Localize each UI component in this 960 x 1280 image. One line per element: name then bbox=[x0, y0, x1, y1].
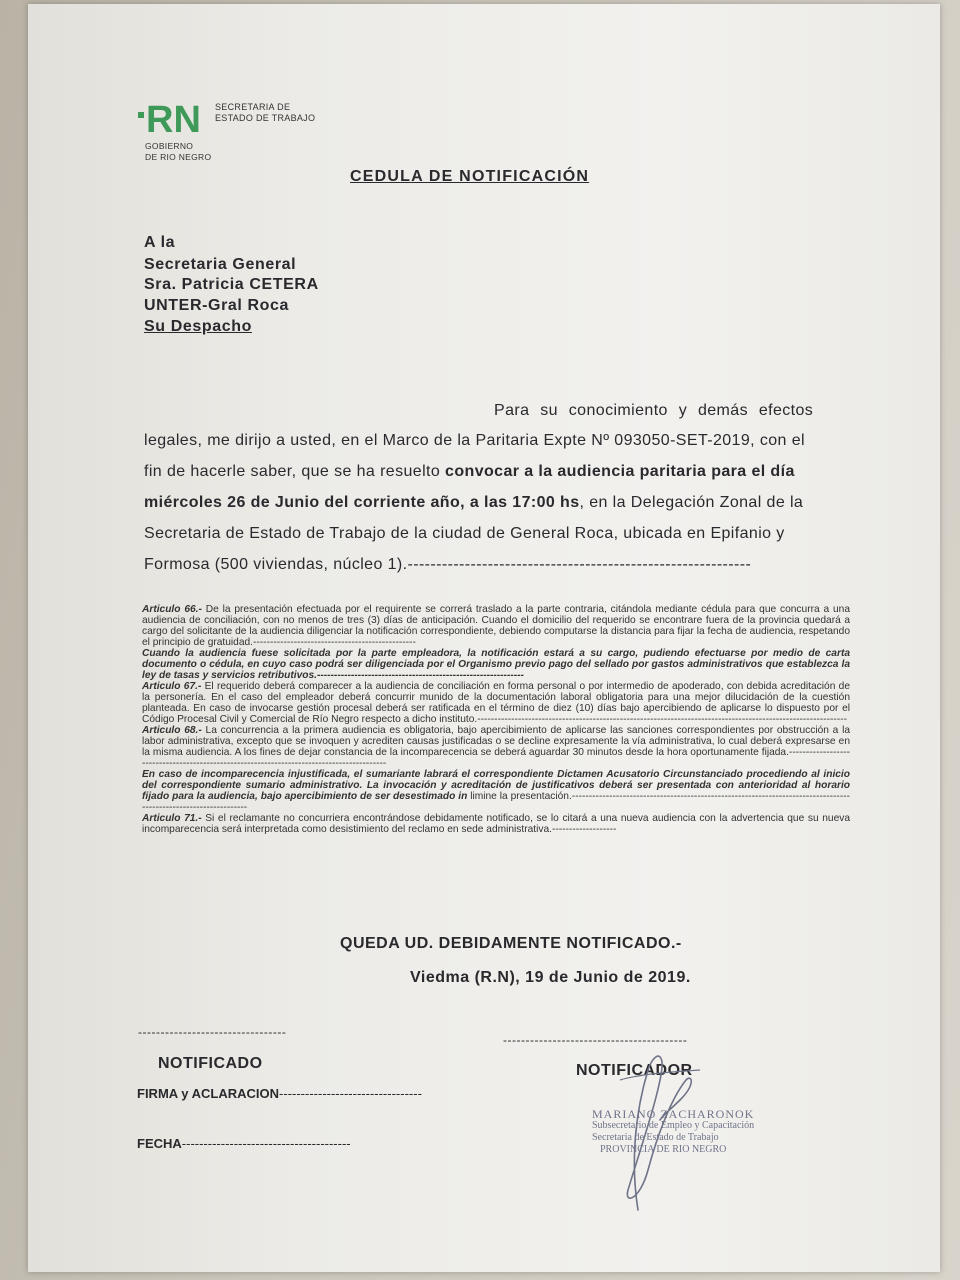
body-line-6: Formosa (500 viviendas, núcleo 1).------------------------------------------------------------ bbox=[144, 556, 752, 573]
body-line-5: Secretaria de Estado de Trabajo de la ciudad de General Roca, ubicada en Epifanio y bbox=[144, 525, 785, 542]
place-and-date: Viedma (R.N), 19 de Junio de 2019. bbox=[410, 969, 691, 986]
fecha-field bbox=[137, 1136, 351, 1151]
fecha-line: --------------------------------------- bbox=[181, 1136, 351, 1151]
gov-line-1: GOBIERNO bbox=[145, 141, 194, 151]
logo bbox=[138, 98, 214, 143]
fecha-label: FECHA bbox=[137, 1136, 182, 1151]
stamp-line-3: PROVINCIA DE RIO NEGRO bbox=[600, 1144, 727, 1155]
body-line-4 bbox=[144, 494, 803, 512]
svg-text:RN: RN bbox=[146, 99, 201, 138]
article-66 bbox=[142, 604, 850, 648]
notifier-signature-line: ----------------------------------------- bbox=[503, 1033, 688, 1047]
body-line-3 bbox=[144, 463, 795, 481]
articles-block bbox=[142, 604, 850, 835]
article-66-employer-clause: Cuando la audiencia fuese solicitada por la parte empleadora, la notificación estará a su cargo, pudiendo efectuarse por medio de carta documento o cédula, en cuyo caso podrá ser diligenciada por el Organismo previo pago del sellado por gastos administrativos que establezca la ley de tasas y servicios retributivos.------------------------------------------------------------- bbox=[142, 648, 850, 681]
article-71-label: Articulo 71.- bbox=[142, 813, 202, 824]
body-line-2: legales, me dirijo a usted, en el Marco de la Paritaria Expte Nº 093050-SET-2019, con el bbox=[144, 432, 805, 449]
agency-line-1: SECRETARIA DE bbox=[215, 102, 291, 112]
notifier-label: NOTIFICADOR bbox=[576, 1062, 693, 1079]
article-68-text: La concurrencia a la primera audiencia es obligatoria, bajo apercibimiento de aplicarse las sanciones correspondientes por obstrucción a la labor administrativa, excepto que se invoquen y acrediten causas justificadas o se decline expresamente la vía administrativa, lo cual deberá expresarse en la misma audiencia. A los fines de dejar constancia de la incomparecencia se deberá aguardar 30 minutos desde la hora oportunamente fijada.------------------------------------------------------------------------------------------ bbox=[142, 725, 851, 769]
addressee-line-2: Secretaria General bbox=[144, 256, 297, 273]
article-68-label: Articulo 68.- bbox=[142, 725, 202, 736]
article-66-text: De la presentación efectuada por el requirente se correrá traslado a la parte contraria, citándola mediante cédula para que concurra a una audiencia de conciliación, con no menos de tres (3) días de anticipación. Cuando el domicilio del requerido se encontrare fuera de la provincia quedará a cargo del solicitante de la audiencia diligenciar la notificación correspondiente, debiendo computarse la distancia para fijar la fecha de audiencia, respetando el principio de gratuidad.------------------------------------------------ bbox=[142, 604, 850, 648]
stamp-line-1: Subsecretario de Empleo y Capacitación bbox=[592, 1120, 755, 1131]
rn-logo-icon bbox=[138, 98, 214, 138]
addressee-line-5: Su Despacho bbox=[144, 318, 252, 335]
article-71 bbox=[142, 813, 850, 835]
article-68 bbox=[142, 725, 850, 769]
handwritten-signature-icon bbox=[600, 1040, 710, 1220]
article-68-bold: En caso de incomparecencia injustificada, el sumariante labrará el correspondiente Dictamen Acusatorio Circunstanciado procediendo al inicio del correspondiente sumario administrativo. La invocación y acreditación de justificativos deberá ser presentada con anterioridad al horario fijado para la audiencia, bajo apercibimiento de ser desestimado in bbox=[142, 769, 850, 802]
firma-field bbox=[137, 1086, 422, 1101]
body-line-4-bold: miércoles 26 de Junio del corriente año, a las 17:00 hs bbox=[144, 494, 580, 511]
agency-name bbox=[215, 102, 315, 124]
addressee-line-1: A la bbox=[144, 234, 176, 251]
agency-line-2: ESTADO DE TRABAJO bbox=[215, 113, 316, 123]
firma-label: FIRMA y ACLARACION bbox=[137, 1086, 280, 1101]
notified-statement: QUEDA UD. DEBIDAMENTE NOTIFICADO.- bbox=[340, 935, 682, 952]
addressee-line-3: Sra. Patricia CETERA bbox=[144, 276, 319, 293]
stamp-line-2: Secretaria de Estado de Trabajo bbox=[592, 1132, 719, 1143]
article-68-absence-clause bbox=[142, 769, 850, 813]
gov-line-2: DE RIO NEGRO bbox=[145, 152, 212, 162]
addressee-line-4: UNTER-Gral Roca bbox=[144, 297, 290, 314]
article-66-label: Articulo 66.- bbox=[142, 604, 202, 615]
body-line-3-text: fin de hacerle saber, que se ha resuelto bbox=[144, 463, 446, 480]
body-line-3-bold: convocar a la audiencia paritaria para el día bbox=[445, 463, 795, 480]
document-title: CEDULA DE NOTIFICACIÓN bbox=[350, 168, 590, 185]
body-line-1: Para su conocimiento y demás efectos bbox=[494, 402, 814, 419]
article-71-text: Si el reclamante no concurriera encontrándose debidamente notificado, se lo citará a una nueva audiencia con la advertencia que su nueva incomparecencia será interpretada como desistimiento del reclamo en sede administrativa.------------------- bbox=[142, 813, 850, 835]
body-line-4-text: , en la Delegación Zonal de la bbox=[579, 494, 804, 511]
article-68-tail: limine la presentación.----------------------------------------------------------------------------------------------------------------- bbox=[142, 791, 850, 813]
stamp-name: MARIANO ZACHARONOK bbox=[592, 1107, 755, 1121]
notified-signature-line: --------------------------------- bbox=[138, 1025, 287, 1039]
article-67 bbox=[142, 681, 850, 725]
government-name bbox=[145, 141, 211, 163]
article-67-text: El requerido deberá comparecer a la audiencia de conciliación en forma personal o por intermedio de apoderado, con debida acreditación de la personería. En el caso del empleador deberá concurrir munido de la documentación laboral obligatoria para una mejor dilucidación de la cuestión planteada. En caso de invocarse gestión procesal deberá ser ratificada en el término de diez (10) días bajo apercibiendo de aplicarse lo dispuesto por el Código Procesal Civil y Comercial de Río Negro respecto a dicho instituto.------------------------------------------------------------------------------------------------------------- bbox=[142, 681, 850, 725]
firma-line: --------------------------------- bbox=[279, 1086, 422, 1101]
article-67-label: Articulo 67.- bbox=[142, 681, 202, 692]
notified-label: NOTIFICADO bbox=[158, 1055, 263, 1072]
